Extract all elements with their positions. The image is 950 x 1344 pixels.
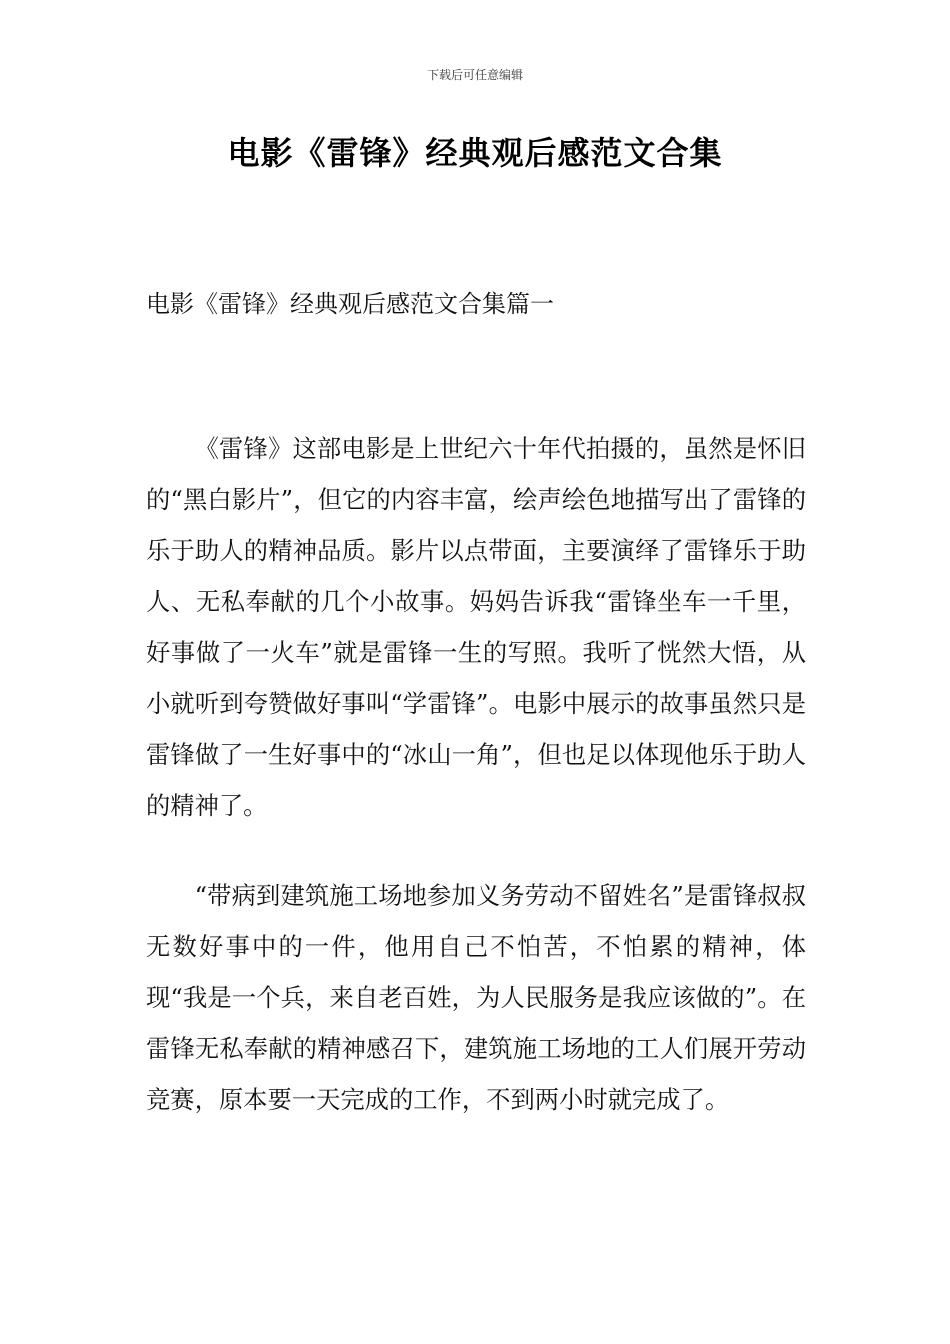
document-title: 电影《雷锋》经典观后感范文合集 [227, 134, 723, 172]
body-paragraph-1: 《雷锋》这部电影是上世纪六十年代拍摄的，虽然是怀旧的“黑白影片”，但它的内容丰富，绘声绘色地描写出了雷锋的乐于助人的精神品质。影片以点带面，主要演绎了雷锋乐于助人、无私奉献的几个小故事。妈妈告诉我“雷锋坐车一千里，好事做了一火车”就是雷锋一生的写照。我听了恍然大悟，从小就听到夸赞做好事叫“学雷锋”。电影中展示的故事虽然只是雷锋做了一生好事中的“冰山一角”，但也足以体现他乐于助人的精神了。 [146, 434, 806, 820]
header-note: 下载后可任意编辑 [426, 68, 523, 82]
body-paragraph-2: “带病到建筑施工场地参加义务劳动不留姓名”是雷锋叔叔无数好事中的一件，他用自己不怕苦，不怕累的精神，体现“我是一个兵，来自老百姓，为人民服务是我应该做的”。在雷锋无私奉献的精神感召下，建筑施工场地的工人们展开劳动竞赛，原本要一天完成的工作，不到两小时就完成了。 [146, 881, 806, 1114]
section-heading: 电影《雷锋》经典观后感范文合集篇一 [146, 290, 554, 318]
